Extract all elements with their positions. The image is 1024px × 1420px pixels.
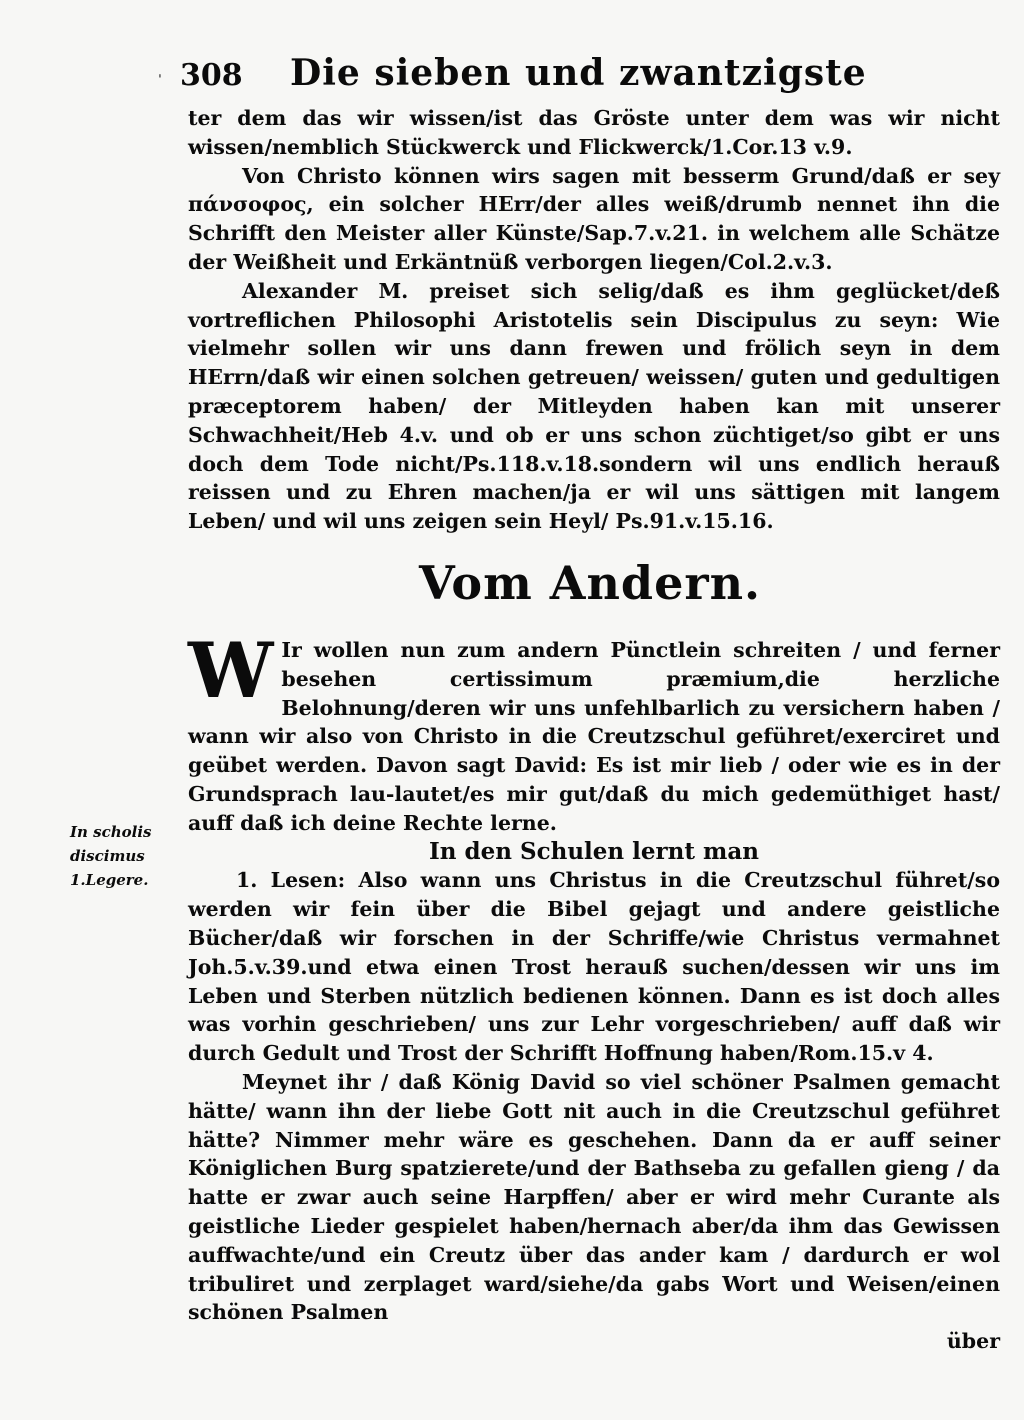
opening-paragraph <box>188 626 1000 838</box>
list-item-reading: 1. Lesen: Also wann uns Christus in die Creutzschul führet/so werden wir fein über die Bibel gejagt und andere geistliche Bücher/daß wir forschen in der Schriffe/wie Christus vermahnet Joh.5.v.39.und etwa einen Trost herauß suchen/dessen wir uns im Leben und Sterben nützlich bedienen können. Dann es ist doch alles was vorhin geschrieben/ uns zur Lehr vorgeschrieben/ auff daß wir durch Gedult und Trost der Schrifft Hoffnung haben/Rom.15.v 4. <box>188 868 1000 1066</box>
subheading: In den Schulen lernt man <box>429 837 759 865</box>
marginal-note <box>70 820 180 892</box>
section-heading: Vom Andern. <box>418 556 762 610</box>
marginal-note-line: In scholis <box>70 823 152 841</box>
drop-initial: W <box>188 626 274 715</box>
page-number: 308 <box>180 58 243 93</box>
paragraph: Meynet ihr / daß König David so viel schöner Psalmen gemacht hätte/ wann ihn der liebe Gott nit auch in die Creutzschul geführet hätte? Nimmer mehr wäre es geschehen. Dann da er auff seiner Königlichen Burg spatzierete/und der Bathseba zu gefallen gieng / da hatte er zwar auch seine Harpffen/ aber er wird mehr Curante als geistliche Lieder gespielet haben/hernach aber/da ihm das Gewissen auffwachte/und ein Creutz über das ander kam / dardurch er wol tribuliret und zerplaget ward/siehe/da gabs Wort und Weisen/einen schönen Psalmen <box>188 1069 1000 1325</box>
running-head <box>180 52 980 102</box>
text-block-section <box>188 626 1000 1356</box>
paragraph: ter dem das wir wissen/ist das Gröste unter dem was wir nicht wissen/nemblich Stückwerck und Flickwerck/1.Cor.13 v.9. <box>188 106 1000 159</box>
marginal-note-line: 1.Legere. <box>70 871 149 889</box>
text-block-continuation <box>188 104 1000 536</box>
marginal-note-line: discimus <box>70 847 145 865</box>
opening-text: Ir wollen nun zum andern Pünctlein schreiten / und ferner besehen certissimum præmium,die herzliche Belohnung/deren wir uns unfehlbarlich zu versichern haben / wann wir also von Christo in die Creutzschul geführet/exerciret und geübet werden. Davon sagt David: Es ist mir lieb / oder wie es in der Grundsprach lau-lautet/es mir gut/daß du mich gedemüthiget hast/ auff daß ich deine Rechte lerne. <box>188 638 1000 835</box>
margin-mark: ˌ <box>158 64 162 80</box>
catchword: über <box>946 1329 1000 1354</box>
paragraph: Alexander M. preiset sich selig/daß es ihm geglücket/deß vortreflichen Philosophi Aristotelis sein Discipulus zu seyn: Wie vielmehr sollen wir uns dann frewen und frölich seyn in dem HErrn/daß wir einen solchen getreuen/ weissen/ guten und gedultigen præceptorem haben/ der Mitleyden haben kan mit unserer Schwachheit/Heb 4.v. und ob er uns schon züchtiget/so gibt er uns doch dem Tode nicht/Ps.118.v.18.sondern wil uns endlich herauß reissen und zu Ehren machen/ja er wil uns sättigen mit langem Leben/ und wil uns zeigen sein Heyl/ Ps.91.v.15.16. <box>188 278 1000 534</box>
running-title: Die sieben und zwantzigste <box>290 52 867 94</box>
paragraph: Von Christo können wirs sagen mit besserm Grund/daß er sey πάνσοφος, ein solcher HErr/der alles weiß/drumb nennet ihn die Schrifft den Meister aller Künste/Sap.7.v.21. in welchem alle Schätze der Weißheit und Erkäntnüß verborgen liegen/Col.2.v.3. <box>188 163 1000 274</box>
